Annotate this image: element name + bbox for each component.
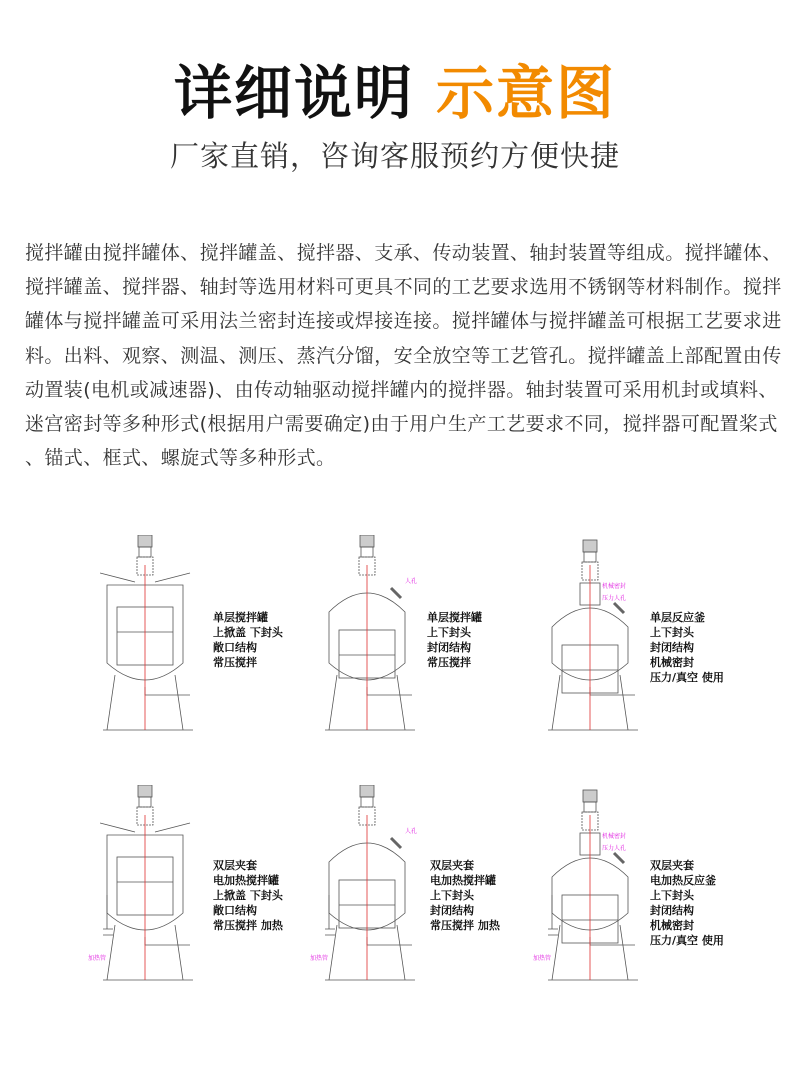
legs-icon bbox=[103, 925, 193, 980]
diagram-labels bbox=[213, 858, 283, 933]
jacket-icon bbox=[103, 895, 113, 935]
diagram-label: 电加热搅拌罐 bbox=[213, 874, 279, 887]
diagram-label: 上下封头 bbox=[650, 889, 694, 902]
gearbox-icon bbox=[584, 552, 596, 562]
tank-drawing-icon bbox=[545, 535, 655, 735]
motor-icon bbox=[583, 540, 597, 552]
diagram-label: 上下封头 bbox=[650, 626, 694, 639]
page-title bbox=[0, 58, 790, 128]
diagram-label: 单层搅拌罐 bbox=[427, 611, 482, 624]
diagram-label: 常压搅拌 加热 bbox=[213, 919, 283, 932]
diagram-labels bbox=[430, 858, 500, 933]
diagram-tag: 人孔 bbox=[405, 578, 418, 585]
tank-drawing-icon bbox=[545, 785, 655, 985]
diagram-label: 单层反应釜 bbox=[650, 611, 705, 624]
description-line: 罐体与搅拌罐盖可采用法兰密封连接或焊接连接。搅拌罐体与搅拌罐盖可根据工艺要求进 bbox=[25, 310, 782, 333]
diagram-tag: 机械密封 bbox=[602, 583, 627, 590]
legs-icon bbox=[325, 675, 415, 730]
diagram-tag: 机械密封 bbox=[602, 833, 627, 840]
diagram-label: 机械密封 bbox=[650, 656, 694, 669]
diagram-label: 电加热搅拌罐 bbox=[430, 874, 496, 887]
diagram-label: 压力/真空 使用 bbox=[650, 934, 724, 947]
title-black: 详细说明 bbox=[173, 59, 414, 127]
diagram-label: 双层夹套 bbox=[650, 859, 694, 872]
diagram-label: 压力/真空 使用 bbox=[650, 671, 724, 684]
jacket-icon bbox=[325, 895, 335, 935]
subtitle: 厂家直销，咨询客服预约方便快捷 bbox=[169, 139, 620, 173]
gearbox-icon bbox=[361, 797, 373, 807]
jacket-icon bbox=[548, 895, 558, 935]
tank-drawing-icon bbox=[100, 785, 210, 985]
diagram-labels bbox=[213, 610, 283, 670]
tank-drawing-icon bbox=[322, 535, 432, 735]
diagram-label: 双层夹套 bbox=[213, 859, 257, 872]
diagram-label: 上下封头 bbox=[430, 889, 474, 902]
diagram-label: 封闭结构 bbox=[650, 641, 694, 654]
outlet-pipe-icon bbox=[367, 937, 412, 945]
legs-icon bbox=[548, 675, 638, 730]
tank-diagram bbox=[100, 535, 210, 735]
diagram-tag: 压力人孔 bbox=[602, 845, 627, 852]
diagram-tag: 加热管 bbox=[88, 955, 107, 962]
gearbox-icon bbox=[139, 797, 151, 807]
legs-icon bbox=[103, 675, 193, 730]
description-line: 搅拌罐盖、搅拌器、轴封等选用材料可更具不同的工艺要求选用不锈钢等材料制作。搅拌 bbox=[25, 276, 782, 299]
motor-icon bbox=[138, 785, 152, 797]
gearbox-icon bbox=[139, 547, 151, 557]
gearbox-icon bbox=[361, 547, 373, 557]
diagram-tag: 加热管 bbox=[533, 955, 552, 962]
tank-diagram bbox=[310, 785, 432, 985]
diagram-tag: 加热管 bbox=[310, 955, 329, 962]
description-line: 料。出料、观察、测温、测压、蒸汽分馏，安全放空等工艺管孔。搅拌罐盖上部配置由传 bbox=[25, 344, 782, 367]
diagram-label: 单层搅拌罐 bbox=[213, 611, 268, 624]
diagram-label: 常压搅拌 bbox=[213, 656, 257, 669]
title-orange: 示意图 bbox=[436, 59, 617, 127]
tank-drawing-icon bbox=[100, 535, 210, 735]
outlet-pipe-icon bbox=[590, 937, 635, 945]
motor-icon bbox=[138, 535, 152, 547]
diagram-label: 封闭结构 bbox=[427, 641, 471, 654]
outlet-pipe-icon bbox=[590, 687, 635, 695]
diagram-labels bbox=[650, 610, 724, 685]
tank-diagram bbox=[88, 785, 210, 985]
diagram-label: 双层夹套 bbox=[430, 859, 474, 872]
diagram-labels bbox=[427, 610, 482, 670]
gearbox-icon bbox=[584, 802, 596, 812]
diagram-label: 上掀盖 下封头 bbox=[213, 626, 283, 639]
diagram-tag: 压力人孔 bbox=[602, 595, 627, 602]
outlet-pipe-icon bbox=[145, 937, 190, 945]
description-paragraph bbox=[25, 236, 782, 475]
diagram-label: 常压搅拌 加热 bbox=[430, 919, 500, 932]
tank-diagram bbox=[545, 535, 655, 735]
diagram-labels bbox=[650, 858, 724, 948]
diagram-label: 敞口结构 bbox=[213, 904, 257, 917]
diagram-label: 机械密封 bbox=[650, 919, 694, 932]
diagram-label: 封闭结构 bbox=[430, 904, 474, 917]
motor-icon bbox=[360, 785, 374, 797]
diagram-label: 敞口结构 bbox=[213, 641, 257, 654]
outlet-pipe-icon bbox=[145, 687, 190, 695]
manhole-icon bbox=[391, 588, 401, 598]
legs-icon bbox=[548, 925, 638, 980]
manhole-icon bbox=[391, 838, 401, 848]
manhole-icon bbox=[614, 853, 624, 863]
description-line: 迷宫密封等多种形式(根据用户需要确定)由于用户生产工艺要求不同，搅拌器可配置桨式 bbox=[25, 413, 778, 436]
description-line: 搅拌罐由搅拌罐体、搅拌罐盖、搅拌器、支承、传动装置、轴封装置等组成。搅拌罐体、 bbox=[25, 242, 782, 264]
diagram-label: 上掀盖 下封头 bbox=[213, 889, 283, 902]
legs-icon bbox=[325, 925, 415, 980]
outlet-pipe-icon bbox=[367, 687, 412, 695]
tank-diagram bbox=[322, 535, 432, 735]
diagram-label: 封闭结构 bbox=[650, 904, 694, 917]
diagram-label: 常压搅拌 bbox=[427, 656, 471, 669]
motor-icon bbox=[583, 790, 597, 802]
manhole-icon bbox=[614, 603, 624, 613]
diagram-label: 电加热反应釜 bbox=[650, 874, 716, 887]
tank-diagram bbox=[533, 785, 655, 985]
diagram-label: 上下封头 bbox=[427, 626, 471, 639]
description-line: 动置装(电机或减速器)、由传动轴驱动搅拌罐内的搅拌器。轴封装置可采用机封或填料、 bbox=[25, 378, 778, 401]
motor-icon bbox=[360, 535, 374, 547]
diagram-tag: 人孔 bbox=[405, 828, 418, 835]
description-line: 、锚式、框式、螺旋式等多种形式。 bbox=[25, 447, 336, 470]
tank-drawing-icon bbox=[322, 785, 432, 985]
